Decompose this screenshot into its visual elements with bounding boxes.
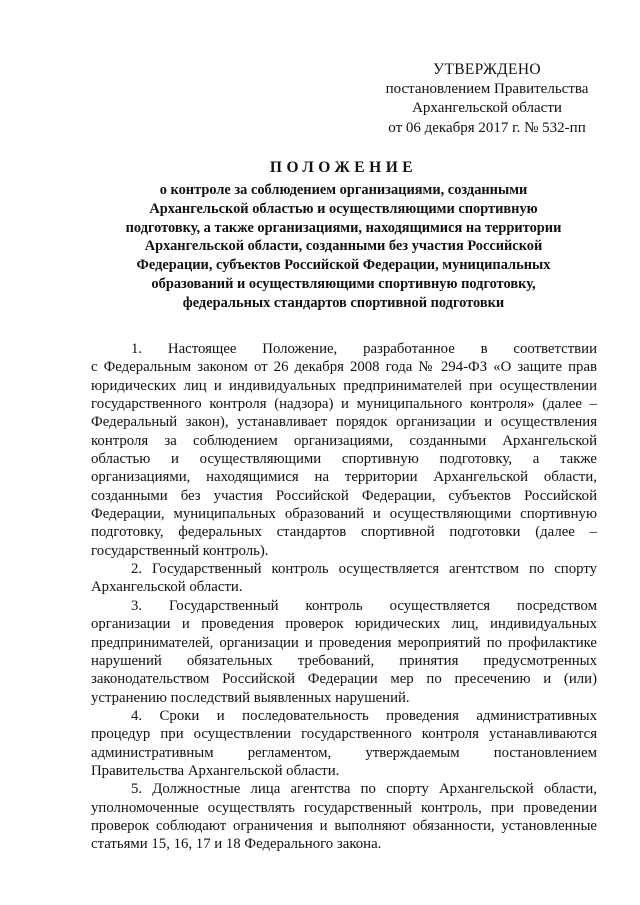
paragraph-line: Федерации, муниципальных образований и осуществляющими спортивную — [91, 506, 597, 523]
subtitle-line: образований и осуществляющими спортивную подготовку, — [151, 275, 536, 292]
paragraph-line: созданными без участия Российской Федерации, субъектов Российской — [91, 487, 597, 504]
paragraph-line: подготовку, федеральных стандартов спортивной подготовки (далее – — [91, 524, 597, 541]
subtitle-line: Федерации, субъектов Российской Федерации, муниципальных — [136, 257, 551, 274]
paragraph-line: нарушений обязательных требований, принятия предусмотренных — [91, 652, 597, 669]
paragraph-line: государственного контроля (надзора) и муниципального контроля» (далее – — [91, 396, 597, 413]
paragraph-2 — [91, 560, 597, 597]
paragraph-line: 4. Сроки и последовательность проведения административных — [131, 707, 597, 724]
paragraph-line: административным регламентом, утверждаемым постановлением — [91, 744, 597, 761]
paragraph-line: 5. Должностные лица агентства по спорту Архангельской области, — [131, 781, 597, 798]
subtitle-line: федеральных стандартов спортивной подготовки — [182, 294, 505, 311]
approval-stamp — [372, 60, 602, 138]
approval-line: Архангельской области — [412, 100, 562, 116]
paragraph-line: Правительства Архангельской области. — [91, 762, 340, 779]
approval-line: постановлением Правительства — [385, 80, 589, 97]
subtitle-line: подготовку, а также организациями, находящимися на территории — [125, 219, 562, 236]
document-title: ПОЛОЖЕНИЕ — [269, 159, 418, 176]
document-subtitle — [80, 181, 607, 313]
paragraph-line: предпринимателей, организации и проведения мероприятий по профилактике — [91, 634, 597, 651]
paragraph-line: Архангельской области. — [91, 579, 243, 596]
paragraph-3 — [91, 597, 597, 707]
paragraph-line: уполномоченные осуществлять государственный контроль, при проведении — [91, 799, 597, 816]
paragraph-line: процедур при осуществлении государственного контроля устанавливаются — [91, 726, 597, 743]
paragraph-line: контроля за соблюдением организациями, созданными Архангельской — [91, 432, 597, 449]
paragraph-line: с Федеральным законом от 26 декабря 2008 года № 294-ФЗ «О защите прав — [91, 359, 597, 376]
paragraph-line: законодательством Российской Федерации мер по пресечению и (или) — [91, 671, 597, 688]
paragraph-line: государственный контроль). — [91, 542, 269, 559]
subtitle-line: Архангельской областью и осуществляющими спортивную — [149, 200, 538, 217]
paragraph-1 — [91, 340, 597, 560]
document-body — [91, 340, 597, 854]
paragraph-line: организации и проведения проверок юридических лиц, индивидуальных — [91, 616, 597, 633]
paragraph-line: 2. Государственный контроль осуществляется агентством по спорту — [131, 561, 597, 578]
paragraph-line: Федеральный закон), устанавливает порядок организации и осуществления — [91, 414, 597, 431]
subtitle-line: Архангельской области, созданными без участия Российской — [144, 238, 543, 255]
paragraph-line: 1. Настоящее Положение, разработанное в соответствии — [131, 341, 597, 357]
approval-title: УТВЕРЖДЕНО — [433, 61, 541, 78]
subtitle-line: о контроле за соблюдением организациями, созданными — [159, 182, 528, 198]
paragraph-line: проверок соблюдают ограничения и выполняют обязанности, установленные — [91, 817, 597, 834]
paragraph-line: устранению последствий выявленных нарушений. — [91, 689, 410, 706]
paragraph-line: областью и осуществляющими спортивную подготовку, а также — [91, 451, 597, 468]
approval-line: от 06 декабря 2017 г. № 532-пп — [388, 119, 586, 136]
paragraph-line: юридических лиц и индивидуальных предпринимателей при осуществлении — [91, 377, 597, 394]
paragraph-4 — [91, 707, 597, 780]
paragraph-5 — [91, 780, 597, 853]
paragraph-line: организациями, находящимися на территории Архангельской области, — [91, 469, 597, 486]
paragraph-line: 3. Государственный контроль осуществляется посредством — [131, 597, 597, 614]
paragraph-line: статьями 15, 16, 17 и 18 Федерального закона. — [91, 836, 382, 853]
